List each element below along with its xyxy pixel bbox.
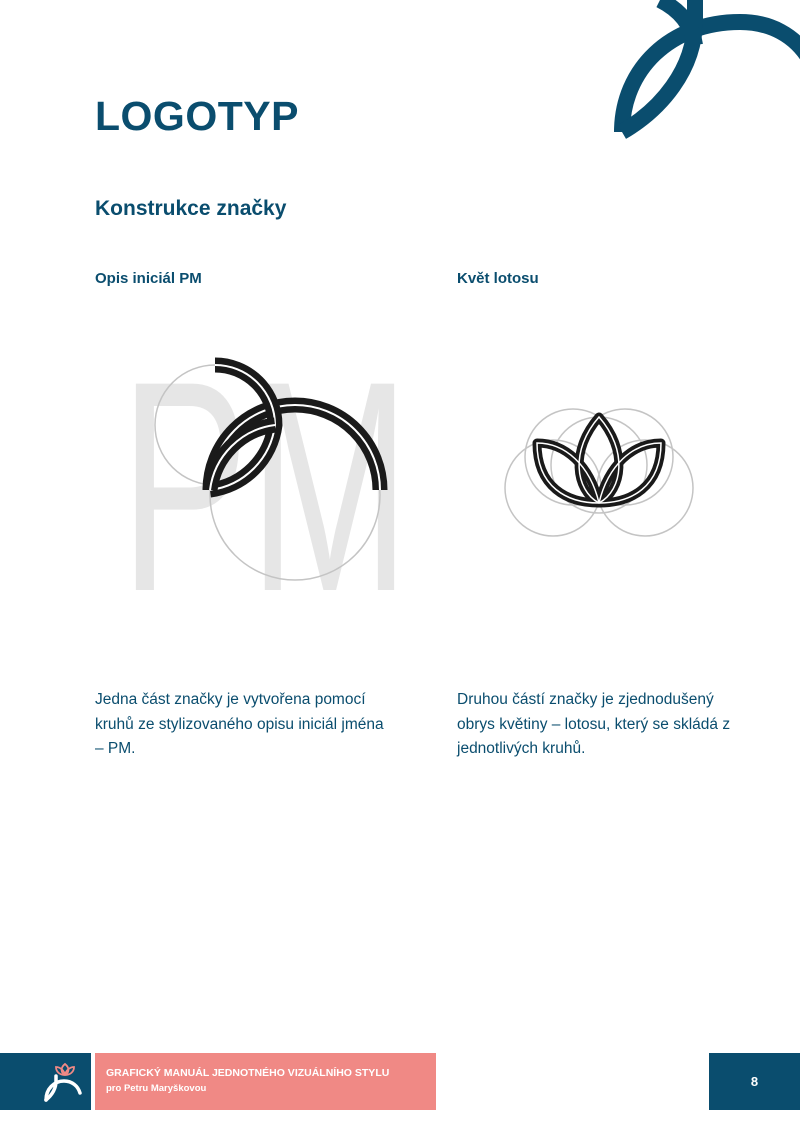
- lotus-column-heading: Květ lotosu: [457, 270, 539, 287]
- footer-subtitle: pro Petru Maryškovou: [106, 1083, 207, 1094]
- lotus-description: Druhou částí značky je zjednodušený obrys květiny – lotosu, který se skládá z jednotlivých kruhů.: [457, 691, 731, 757]
- footer-logo-box: [0, 1053, 91, 1110]
- section-heading: Konstrukce značky: [95, 197, 287, 220]
- pm-column-heading: Opis iniciál PM: [95, 270, 202, 287]
- pm-description: Jedna část značky je vytvořena pomocí kruhů ze stylizovaného opisu iniciál jména – PM.: [95, 691, 384, 757]
- lotus-construction-figure: [495, 395, 705, 550]
- brand-logo-icon: [0, 1053, 91, 1110]
- footer-band: [95, 1053, 436, 1110]
- pm-guide-letters: PM: [120, 318, 410, 654]
- pm-construction-figure: [110, 318, 420, 654]
- footer-title: GRAFICKÝ MANUÁL JEDNOTNÉHO VIZUÁLNÍHO STYLU: [106, 1067, 390, 1079]
- page-number: 8: [709, 1053, 800, 1110]
- page-title: LOGOTYP: [95, 93, 299, 139]
- corner-petal-decoration-icon: [600, 0, 800, 140]
